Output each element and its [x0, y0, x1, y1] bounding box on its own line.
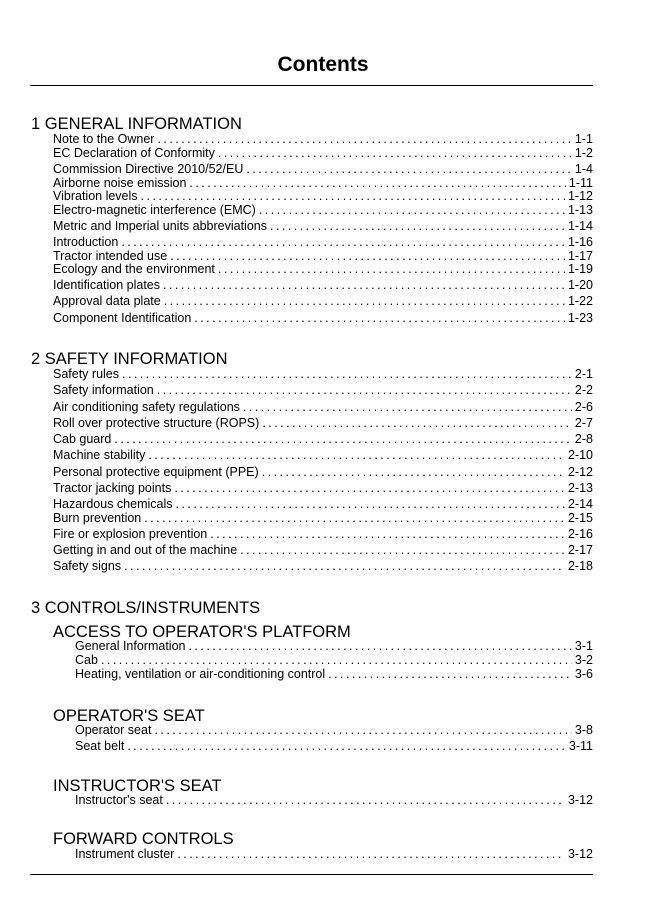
- dot-leader: [157, 132, 571, 147]
- toc-entry-label: Component Identification: [53, 311, 192, 325]
- toc-entry-label: Air conditioning safety regulations: [53, 400, 240, 414]
- toc-entry-page: 1-12: [567, 189, 593, 203]
- toc-entry[interactable]: [53, 162, 593, 177]
- toc-entry-page: 2-10: [567, 448, 593, 462]
- section-heading-controls-instruments: 3 CONTROLS/INSTRUMENTS: [31, 599, 261, 617]
- top-rule: [30, 85, 593, 86]
- toc-entry[interactable]: [53, 416, 593, 431]
- toc-entry-page: 1-4: [574, 162, 593, 176]
- subsection-heading-instructor-seat: INSTRUCTOR'S SEAT: [53, 777, 222, 795]
- page-title: Contents: [277, 53, 369, 76]
- toc-entry-page: 2-13: [567, 481, 593, 495]
- toc-entry-page: 1-2: [574, 146, 593, 160]
- toc-entry-page: 3-2: [574, 653, 593, 667]
- toc-entry-page: 1-23: [567, 311, 593, 325]
- toc-entry[interactable]: [53, 465, 593, 480]
- toc-entry-page: 3-12: [567, 847, 593, 861]
- toc-entry-label: Personal protective equipment (PPE): [53, 465, 259, 479]
- dot-leader: [194, 311, 565, 326]
- toc-entry-page: 2-6: [574, 400, 593, 414]
- toc-entry-page: 2-8: [574, 432, 593, 446]
- dot-leader: [259, 203, 565, 218]
- toc-entry[interactable]: [53, 400, 593, 415]
- toc-entry-page: 1-11: [568, 176, 593, 190]
- dot-leader: [114, 432, 572, 447]
- toc-entry[interactable]: [75, 639, 593, 654]
- toc-entry-label: Commission Directive 2010/52/EU: [53, 162, 244, 176]
- dot-leader: [188, 639, 571, 654]
- toc-entry-page: 2-12: [567, 465, 593, 479]
- dot-leader: [122, 367, 572, 382]
- toc-entry-page: 1-17: [567, 249, 593, 263]
- toc-entry-label: Safety signs: [53, 559, 122, 573]
- toc-entry[interactable]: [53, 543, 593, 558]
- section-heading-safety-information: 2 SAFETY INFORMATION: [31, 350, 228, 368]
- toc-entry-label: EC Declaration of Conformity: [53, 146, 215, 160]
- dot-leader: [210, 527, 565, 542]
- dot-leader: [124, 559, 565, 574]
- toc-entry-page: 2-14: [567, 497, 593, 511]
- toc-entry-label: Tractor intended use: [53, 249, 168, 263]
- toc-entry[interactable]: [75, 667, 593, 682]
- dot-leader: [141, 189, 565, 204]
- dot-leader: [218, 146, 572, 161]
- toc-entry-page: 1-14: [567, 219, 593, 233]
- toc-entry-label: Metric and Imperial units abbreviations: [53, 219, 267, 233]
- dot-leader: [148, 448, 565, 463]
- toc-entry-label: Ecology and the environment: [53, 262, 215, 276]
- toc-entry-label: Cab: [75, 653, 98, 667]
- toc-entry-label: Electro-magnetic interference (EMC): [53, 203, 256, 217]
- section-heading-general-information: 1 GENERAL INFORMATION: [31, 115, 242, 133]
- toc-entry-label: Instrument cluster: [75, 847, 175, 861]
- dot-leader: [270, 219, 565, 234]
- toc-entry[interactable]: [53, 146, 593, 161]
- toc-entry-label: Burn prevention: [53, 511, 142, 525]
- toc-entry[interactable]: [53, 235, 593, 250]
- bottom-rule: [30, 874, 593, 875]
- toc-entry-page: 1-20: [567, 278, 593, 292]
- toc-entry-page: 2-18: [567, 559, 593, 573]
- toc-entry-label: General Information: [75, 639, 186, 653]
- toc-entry[interactable]: [53, 497, 593, 512]
- toc-entry-label: Operator seat: [75, 723, 152, 737]
- toc-entry-label: Seat belt: [75, 739, 125, 753]
- toc-entry-page: 1-13: [567, 203, 593, 217]
- dot-leader: [262, 416, 572, 431]
- toc-entry-label: Instructor's seat: [75, 793, 163, 807]
- toc-entry-page: 2-17: [567, 543, 593, 557]
- toc-entry[interactable]: [75, 793, 593, 808]
- toc-entry-page: 1-19: [567, 262, 593, 276]
- dot-leader: [177, 847, 565, 862]
- toc-entry-page: 2-2: [574, 383, 593, 397]
- toc-entry[interactable]: [75, 723, 593, 738]
- dot-leader: [144, 511, 565, 526]
- toc-entry-label: Identification plates: [53, 278, 161, 292]
- toc-entry-label: Cab guard: [53, 432, 112, 446]
- toc-entry-label: Note to the Owner: [53, 132, 155, 146]
- toc-entry-page: 3-12: [567, 793, 593, 807]
- toc-entry[interactable]: [53, 294, 593, 309]
- dot-leader: [166, 793, 565, 808]
- toc-entry[interactable]: [53, 367, 593, 382]
- toc-entry-label: Hazardous chemicals: [53, 497, 173, 511]
- dot-leader: [127, 739, 566, 754]
- toc-entry[interactable]: [75, 847, 593, 862]
- toc-entry-page: 2-15: [567, 511, 593, 525]
- toc-entry[interactable]: [53, 448, 593, 463]
- toc-entry[interactable]: [53, 383, 593, 398]
- toc-entry-label: Fire or explosion prevention: [53, 527, 208, 541]
- toc-entry-page: 2-7: [574, 416, 593, 430]
- toc-entry[interactable]: [53, 511, 593, 526]
- subsection-heading-forward-controls: FORWARD CONTROLS: [53, 830, 234, 848]
- toc-entry-page: 1-22: [567, 294, 593, 308]
- toc-entry-label: Safety information: [53, 383, 154, 397]
- toc-entry-page: 3-1: [574, 639, 593, 653]
- toc-entry[interactable]: [53, 262, 593, 277]
- toc-entry[interactable]: [53, 189, 593, 204]
- toc-entry-label: Vibration levels: [53, 189, 138, 203]
- toc-entry-label: Introduction: [53, 235, 119, 249]
- dot-leader: [101, 653, 572, 668]
- toc-entry-label: Approval data plate: [53, 294, 161, 308]
- toc-entry[interactable]: [53, 481, 593, 496]
- toc-entry-page: 2-1: [574, 367, 593, 381]
- toc-entry-label: Roll over protective structure (ROPS): [53, 416, 260, 430]
- toc-entry-label: Getting in and out of the machine: [53, 543, 238, 557]
- toc-entry-label: Machine stability: [53, 448, 146, 462]
- toc-entry[interactable]: [53, 203, 593, 218]
- dot-leader: [163, 278, 565, 293]
- dot-leader: [218, 262, 565, 277]
- dot-leader: [164, 294, 565, 309]
- toc-entry-page: 3-8: [574, 723, 593, 737]
- toc-entry[interactable]: [53, 559, 593, 574]
- dot-leader: [246, 162, 572, 177]
- toc-entry-page: 2-16: [567, 527, 593, 541]
- toc-entry-label: Tractor jacking points: [53, 481, 172, 495]
- dot-leader: [262, 465, 565, 480]
- dot-leader: [243, 400, 572, 415]
- toc-entry-label: Airborne noise emission: [53, 176, 187, 190]
- dot-leader: [157, 383, 572, 398]
- toc-entry[interactable]: [53, 132, 593, 147]
- toc-entry[interactable]: [53, 311, 593, 326]
- toc-entry-label: Heating, ventilation or air-conditioning control: [75, 667, 326, 681]
- dot-leader: [240, 543, 565, 558]
- toc-entry-page: 1-16: [567, 235, 593, 249]
- toc-entry[interactable]: [75, 653, 593, 668]
- toc-entry-page: 1-1: [574, 132, 593, 146]
- dot-leader: [176, 497, 565, 512]
- toc-entry[interactable]: [53, 219, 593, 234]
- toc-entry[interactable]: [53, 278, 593, 293]
- dot-leader: [121, 235, 565, 250]
- toc-entry[interactable]: [75, 739, 593, 754]
- dot-leader: [154, 723, 571, 738]
- toc-entry-label: Safety rules: [53, 367, 120, 381]
- toc-entry-page: 3-11: [568, 739, 593, 753]
- dot-leader: [174, 481, 565, 496]
- dot-leader: [328, 667, 572, 682]
- toc-entry[interactable]: [53, 527, 593, 542]
- toc-entry-page: 3-6: [574, 667, 593, 681]
- subsection-heading-access-platform: ACCESS TO OPERATOR'S PLATFORM: [53, 623, 351, 641]
- subsection-heading-operator-seat: OPERATOR'S SEAT: [53, 707, 205, 725]
- toc-entry[interactable]: [53, 432, 593, 447]
